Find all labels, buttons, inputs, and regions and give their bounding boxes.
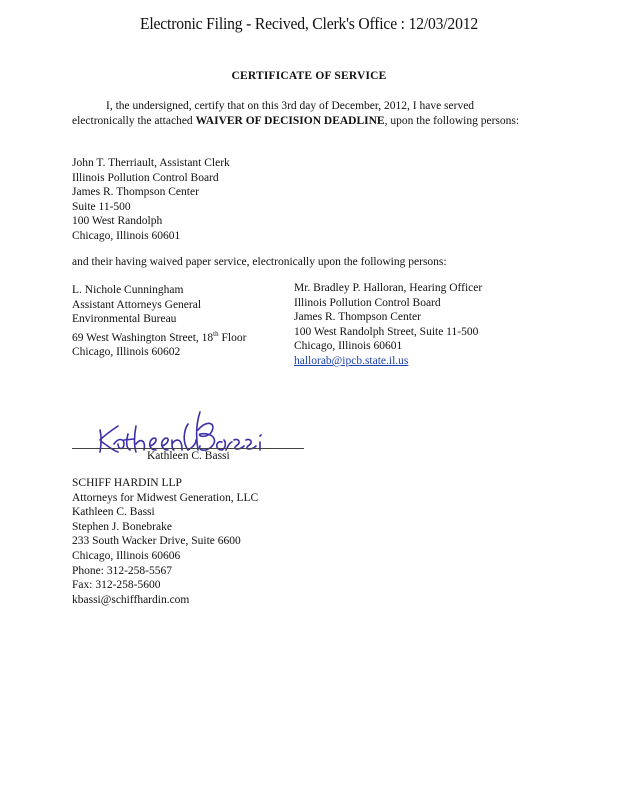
party-street [72,327,246,345]
right-party-address [294,281,482,369]
waived-service-statement: and their having waived paper service, electronically upon the following persons: [72,256,447,268]
party-org: Illinois Pollution Control Board [294,296,441,309]
left-party-address [72,283,246,360]
certification-paragraph [72,99,522,128]
recipient-line: 100 West Randolph [72,215,163,228]
document-name-emphasis: WAIVER OF DECISION DEADLINE [195,114,385,127]
attorney-name: Kathleen C. Bassi [72,506,155,519]
recipient-line: Illinois Pollution Control Board [72,171,219,184]
firm-email[interactable]: kbassi@schiffhardin.com [72,593,190,606]
street-text: 69 West Washington Street, 18 [72,331,214,344]
recipient-line: Chicago, Illinois 60601 [72,229,181,242]
recipient-line: John T. Therriault, Assistant Clerk [72,157,230,169]
firm-city: Chicago, Illinois 60606 [72,549,181,562]
signer-printed-name: Kathleen C. Bassi [147,450,230,462]
party-city: Chicago, Illinois 60601 [294,340,403,353]
firm-street: 233 South Wacker Drive, Suite 6600 [72,535,241,548]
floor-text: Floor [218,331,247,344]
party-name: Mr. Bradley P. Halloran, Hearing Officer [294,282,483,294]
party-street: 100 West Randolph Street, Suite 11-500 [294,325,479,338]
signature-stroke [100,412,261,452]
email-link[interactable]: hallorab@ipcb.state.il.us [294,354,409,367]
firm-phone: Phone: 312-258-5567 [72,564,172,577]
filing-stamp-header: Electronic Filing - Recived, Clerk's Office : 12/03/2012 [140,14,478,33]
attorney-name: Stephen J. Bonebrake [72,520,172,533]
party-city: Chicago, Illinois 60602 [72,346,181,359]
party-building: James R. Thompson Center [294,311,421,324]
party-bureau: Environmental Bureau [72,313,177,326]
ordinal-suffix: th [213,329,219,338]
party-name: L. Nichole Cunningham [72,284,184,296]
firm-fax: Fax: 312-258-5600 [72,579,161,592]
firm-name: SCHIFF HARDIN LLP [72,477,182,489]
intro-text-before: I, the undersigned, certify that on this 3rd day of December, 2012, I have served electronically the attached [72,100,475,127]
party-title: Assistant Attorneys General [72,298,202,311]
firm-contact-block [72,476,258,607]
recipient-address-block [72,156,230,244]
firm-role: Attorneys for Midwest Generation, LLC [72,491,259,504]
recipient-line: Suite 11-500 [72,200,131,213]
recipient-line: James R. Thompson Center [72,186,199,199]
document-title: CERTIFICATE OF SERVICE [231,70,387,82]
intro-text-after: , upon the following persons: [384,114,520,127]
signature-line [72,448,304,449]
